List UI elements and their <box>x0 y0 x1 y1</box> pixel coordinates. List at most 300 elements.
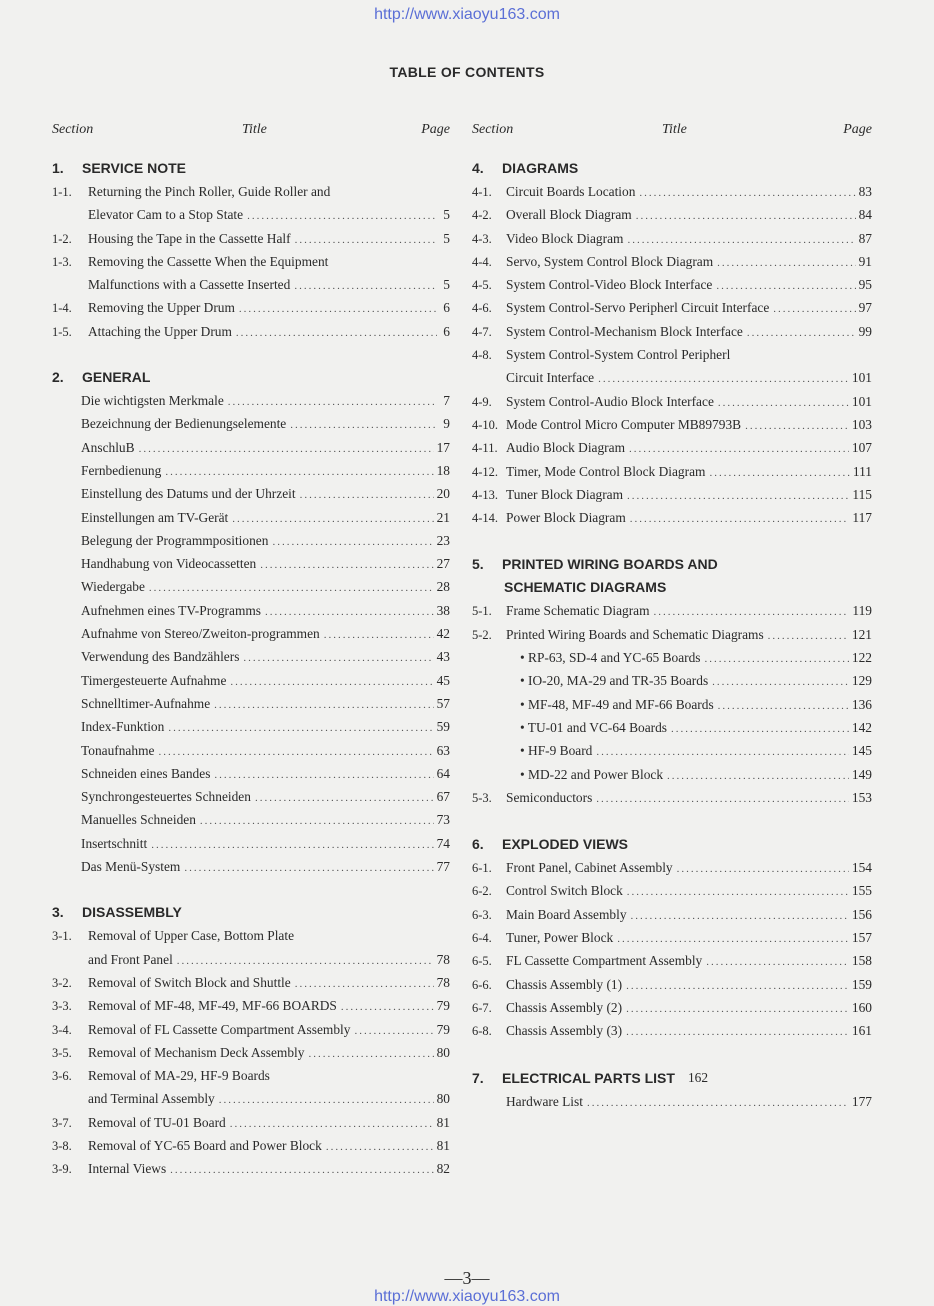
entry-title: • HF-9 Board <box>520 743 593 759</box>
entry-page: 79 <box>436 998 450 1014</box>
entry-page: 45 <box>436 672 450 688</box>
leader-dots <box>709 462 849 485</box>
entry-title: Schneiden eines Bandes <box>81 765 211 781</box>
entry-page: 156 <box>851 906 872 922</box>
entry-page: 99 <box>858 323 872 339</box>
section-title: PRINTED WIRING BOARDS AND <box>502 556 718 573</box>
toc-entry <box>472 390 872 413</box>
header-title: Title <box>242 122 267 137</box>
toc-entry <box>52 1134 450 1157</box>
entry-page: 5 <box>443 207 450 223</box>
header-page: Page <box>421 122 450 137</box>
leader-dots <box>596 788 849 811</box>
entry-title: Removal of Switch Block and Shuttle <box>88 974 291 990</box>
leader-dots <box>200 810 434 833</box>
section-number: 3. <box>52 904 64 921</box>
entry-number: 4-11. <box>472 441 498 456</box>
toc-entry <box>52 180 450 203</box>
entry-number: 4-1. <box>472 185 492 199</box>
entry-title: Elevator Cam to a Stop State <box>88 207 244 223</box>
entry-number: 6-5. <box>472 954 492 969</box>
entry-page: 74 <box>436 835 450 851</box>
leader-dots <box>341 996 434 1019</box>
entry-page: 117 <box>852 510 872 526</box>
leader-dots <box>627 229 855 252</box>
entry-title: Printed Wiring Boards and Schematic Diagrams <box>506 626 764 642</box>
entry-page: 63 <box>436 742 450 758</box>
entry-number: 3-9. <box>52 1162 72 1177</box>
toc-group <box>472 552 872 809</box>
section-title: DIAGRAMS <box>502 160 579 176</box>
entry-page: 27 <box>436 556 450 572</box>
section-number: 1. <box>52 160 64 176</box>
toc-entry <box>52 1018 450 1041</box>
entry-page: 57 <box>436 695 450 711</box>
toc-entry <box>472 506 872 529</box>
entry-title: Removal of YC-65 Board and Power Block <box>88 1137 322 1153</box>
leader-dots <box>671 718 849 741</box>
toc-entry <box>472 693 872 716</box>
leader-dots <box>617 928 849 951</box>
toc-entry <box>52 459 450 482</box>
entry-title: Chassis Assembly (2) <box>506 999 623 1015</box>
entry-page: 43 <box>436 649 450 665</box>
toc-entry <box>472 646 872 669</box>
entry-title: Internal Views <box>88 1161 167 1177</box>
entry-page: 160 <box>851 999 872 1015</box>
toc-entry <box>472 599 872 622</box>
toc-entry <box>52 924 450 947</box>
leader-dots <box>295 973 434 996</box>
entry-title: System Control-System Control Peripherl <box>506 347 731 363</box>
toc-entry <box>52 715 450 738</box>
entry-page: 136 <box>851 696 872 712</box>
toc-entry <box>52 808 450 831</box>
entry-title: Housing the Tape in the Cassette Half <box>88 230 291 246</box>
toc-group <box>472 1066 872 1113</box>
entry-number: 4-7. <box>472 324 492 339</box>
toc-entry <box>52 273 450 296</box>
leader-dots <box>631 905 849 928</box>
entry-page: 79 <box>436 1021 450 1037</box>
section-heading <box>472 832 872 856</box>
entry-page: 149 <box>851 766 872 782</box>
leader-dots <box>239 298 437 321</box>
toc-entry <box>472 227 872 250</box>
entry-title: • MD-22 and Power Block <box>520 766 664 782</box>
entry-page: 42 <box>436 626 450 642</box>
entry-number: 3-3. <box>52 999 72 1014</box>
entry-page: 78 <box>436 951 450 967</box>
entry-title: Attaching the Upper Drum <box>88 323 232 339</box>
entry-number: 4-13. <box>472 487 499 502</box>
toc-entry <box>52 552 450 575</box>
entry-title: Insertschnitt <box>81 835 148 851</box>
leader-dots <box>354 1020 433 1043</box>
entry-number: 6-8. <box>472 1024 492 1039</box>
entry-title: • MF-48, MF-49 and MF-66 Boards <box>520 696 714 712</box>
entry-number: 1-1. <box>52 185 72 199</box>
leader-dots <box>706 951 849 974</box>
toc-entry <box>472 413 872 436</box>
entry-title: Main Board Assembly <box>506 906 627 922</box>
toc-left-column <box>52 122 450 1181</box>
entry-number: 4-12. <box>472 464 499 479</box>
leader-dots <box>290 414 437 437</box>
leader-dots <box>265 601 434 624</box>
leader-dots <box>626 1021 849 1044</box>
entry-page: 129 <box>851 673 872 689</box>
entry-page: 67 <box>436 789 450 805</box>
entry-page: 101 <box>851 370 872 386</box>
entry-number: 4-4. <box>472 254 492 269</box>
toc-entry <box>52 203 450 226</box>
toc-entry <box>472 296 872 319</box>
entry-number: 3-7. <box>52 1115 72 1130</box>
page-number: —3— <box>444 1268 490 1288</box>
toc-entry <box>472 343 872 366</box>
entry-number: 6-3. <box>472 907 492 922</box>
entry-page: 95 <box>858 277 872 293</box>
entry-title: Belegung der Programmpositionen <box>81 532 269 548</box>
entry-title: • TU-01 and VC-64 Boards <box>520 719 668 735</box>
toc-entry <box>472 879 872 902</box>
entry-title: Aufnahme von Stereo/Zweiton-programmen <box>81 626 320 642</box>
toc-right-column <box>472 122 872 1113</box>
toc-entry <box>472 203 872 226</box>
toc-entry <box>52 669 450 692</box>
entry-title: Mode Control Micro Computer MB89793B <box>506 416 742 432</box>
entry-number: 4-9. <box>472 394 492 409</box>
leader-dots <box>654 601 850 624</box>
entry-title: Das Menü-System <box>81 859 181 875</box>
header-title: Title <box>662 122 687 137</box>
toc-entry <box>52 622 450 645</box>
entry-title: Die wichtigsten Merkmale <box>81 393 224 409</box>
toc-entry <box>52 762 450 785</box>
entry-number: 1-5. <box>52 324 72 339</box>
leader-dots <box>158 741 433 764</box>
section-heading <box>472 552 872 576</box>
toc-entry <box>52 855 450 878</box>
header-section: Section <box>52 122 94 137</box>
leader-dots <box>324 624 434 647</box>
entry-title: System Control-Audio Block Interface <box>506 393 714 409</box>
leader-dots <box>639 182 855 205</box>
toc-entry <box>52 739 450 762</box>
entry-title: Removal of Upper Case, Bottom Plate <box>88 928 295 944</box>
section-heading <box>472 156 872 180</box>
toc-entry <box>52 436 450 459</box>
leader-dots <box>300 484 434 507</box>
entry-title: Chassis Assembly (3) <box>506 1023 623 1039</box>
entry-title: Timer, Mode Control Block Diagram <box>506 463 706 479</box>
header-section: Section <box>472 122 514 137</box>
section-title: GENERAL <box>82 369 151 386</box>
entry-page: 20 <box>436 486 450 502</box>
entry-page: 23 <box>436 532 450 548</box>
entry-page: 7 <box>443 393 450 409</box>
entry-title: FL Cassette Compartment Assembly <box>506 953 703 969</box>
section-title: ELECTRICAL PARTS LIST <box>502 1069 675 1086</box>
leader-dots <box>717 252 855 275</box>
toc-entry <box>52 575 450 598</box>
entry-title: Control Switch Block <box>506 883 623 899</box>
leader-dots <box>627 485 849 508</box>
leader-dots <box>716 275 855 298</box>
entry-number: 3-2. <box>52 975 72 990</box>
leader-dots <box>705 648 849 671</box>
toc-entry <box>472 320 872 343</box>
entry-page: 107 <box>851 440 872 456</box>
entry-page: 21 <box>436 509 450 525</box>
toc-entry <box>52 785 450 808</box>
entry-title: Tuner, Power Block <box>506 930 614 946</box>
section-heading <box>52 365 450 389</box>
entry-title: and Terminal Assembly <box>88 1091 215 1107</box>
entry-number: 6-4. <box>472 931 492 946</box>
entry-title: Hardware List <box>506 1093 583 1109</box>
toc-entry <box>472 856 872 879</box>
section-number: 4. <box>472 160 484 176</box>
section-number: 7. <box>472 1069 484 1086</box>
entry-page: 18 <box>436 462 450 478</box>
entry-title: System Control-Video Block Interface <box>506 277 713 293</box>
entry-title: AnschluB <box>81 439 135 455</box>
entry-number: 4-5. <box>472 278 492 293</box>
entry-page: 82 <box>436 1161 450 1177</box>
entry-title: Bezeichnung der Bedienungselemente <box>81 416 287 432</box>
leader-dots <box>184 857 433 880</box>
entry-page: 119 <box>852 603 872 619</box>
entry-title: Removal of TU-01 Board <box>88 1114 226 1130</box>
entry-title: Einstellungen am TV-Gerät <box>81 509 229 525</box>
watermark-url-bottom: http://www.xiaoyu163.com <box>374 1288 560 1305</box>
leader-dots <box>677 858 849 881</box>
entry-title: System Control-Servo Peripherl Circuit Interface <box>506 300 770 316</box>
toc-entry <box>52 971 450 994</box>
leader-dots <box>149 577 434 600</box>
leader-dots <box>243 647 433 670</box>
entry-title: Aufnehmen eines TV-Programms <box>81 602 262 618</box>
leader-dots <box>247 205 437 228</box>
toc-group <box>472 156 872 529</box>
entry-page: 91 <box>858 253 872 269</box>
leader-dots <box>214 694 433 717</box>
entry-page: 6 <box>443 300 450 316</box>
entry-number: 1-3. <box>52 254 72 269</box>
entry-number: 1-2. <box>52 231 72 246</box>
leader-dots <box>598 368 849 391</box>
entry-number: 4-10. <box>472 417 499 432</box>
leader-dots <box>151 834 433 857</box>
leader-dots <box>596 741 849 764</box>
entry-title: System Control-Mechanism Block Interface <box>506 323 743 339</box>
toc-entry <box>472 460 872 483</box>
toc-entry <box>52 482 450 505</box>
entry-title: Frame Schematic Diagram <box>506 603 650 619</box>
entry-page: 5 <box>443 230 450 246</box>
toc-entry <box>52 1041 450 1064</box>
entry-page: 97 <box>858 300 872 316</box>
header-page: Page <box>843 122 872 137</box>
entry-page: 78 <box>436 974 450 990</box>
entry-page: 84 <box>858 207 872 223</box>
entry-title: Removing the Upper Drum <box>88 300 235 316</box>
leader-dots <box>627 881 849 904</box>
entry-title: Audio Block Diagram <box>506 440 626 456</box>
entry-title: Video Block Diagram <box>506 230 624 246</box>
leader-dots <box>747 322 856 345</box>
entry-page: 64 <box>436 765 450 781</box>
entry-number: 3-1. <box>52 929 72 944</box>
toc-group <box>52 156 450 343</box>
entry-number: 5-2. <box>472 627 492 642</box>
toc-entry <box>472 623 872 646</box>
toc-entry <box>472 366 872 389</box>
entry-page: 161 <box>851 1023 872 1039</box>
section-heading <box>52 156 450 180</box>
section-title: DISASSEMBLY <box>82 904 182 921</box>
entry-title: Wiedergabe <box>81 579 145 595</box>
entry-title: Removing the Cassette When the Equipment <box>88 253 329 269</box>
entry-number: 4-2. <box>472 208 492 223</box>
leader-dots <box>718 392 849 415</box>
leader-dots <box>630 508 850 531</box>
entry-page: 80 <box>436 1044 450 1060</box>
toc-entry <box>472 949 872 972</box>
entry-title: Fernbedienung <box>81 462 162 478</box>
entry-page: 153 <box>851 789 872 805</box>
entry-page: 158 <box>851 953 872 969</box>
toc-entry <box>52 1064 450 1087</box>
entry-title: Chassis Assembly (1) <box>506 976 623 992</box>
toc-entry <box>472 716 872 739</box>
entry-title: Einstellung des Datums und der Uhrzeit <box>81 486 296 502</box>
leader-dots <box>177 950 434 973</box>
entry-title: Removal of MF-48, MF-49, MF-66 BOARDS <box>88 998 337 1014</box>
entry-number: 5-1. <box>472 604 492 619</box>
entry-title: • IO-20, MA-29 and TR-35 Boards <box>520 673 709 689</box>
entry-title: Overall Block Diagram <box>506 207 632 223</box>
section-title-line2: SCHEMATIC DIAGRAMS <box>504 579 667 596</box>
entry-page: 122 <box>851 650 872 666</box>
entry-page: 81 <box>436 1137 450 1153</box>
entry-page: 87 <box>858 230 872 246</box>
entry-page: 17 <box>436 439 450 455</box>
entry-title: Index-Funktion <box>81 719 165 735</box>
leader-dots <box>295 229 437 252</box>
entry-title: Returning the Pinch Roller, Guide Roller and <box>88 184 331 199</box>
leader-dots <box>326 1136 434 1159</box>
leader-dots <box>629 438 849 461</box>
toc-group <box>52 365 450 878</box>
leader-dots <box>230 1113 434 1136</box>
page-number: 162 <box>687 1069 709 1085</box>
entry-number: 3-6. <box>52 1069 72 1084</box>
leader-dots <box>712 671 849 694</box>
entry-number: 4-6. <box>472 301 492 316</box>
toc-entry <box>52 994 450 1017</box>
entry-title: Malfunctions with a Cassette Inserted <box>88 277 291 293</box>
toc-entry <box>472 739 872 762</box>
leader-dots <box>294 275 437 298</box>
entry-number: 6-6. <box>472 977 492 992</box>
entry-page: 81 <box>436 1114 450 1130</box>
leader-dots <box>308 1043 433 1066</box>
leader-dots <box>745 415 849 438</box>
section-title: SERVICE NOTE <box>82 160 186 176</box>
leader-dots <box>255 787 434 810</box>
entry-page: 101 <box>851 393 872 409</box>
entry-title: Power Block Diagram <box>506 510 626 526</box>
entry-page: 177 <box>851 1093 872 1109</box>
entry-page: 155 <box>851 883 872 899</box>
entry-page: 28 <box>436 579 450 595</box>
toc-entry <box>472 669 872 692</box>
entry-page: 73 <box>436 812 450 828</box>
leader-dots <box>718 695 849 718</box>
toc-entry <box>52 529 450 552</box>
watermark-url-top: http://www.xiaoyu163.com <box>374 6 560 23</box>
leader-dots <box>768 625 849 648</box>
toc-entry <box>52 1087 450 1110</box>
entry-title: Manuelles Schneiden <box>81 812 196 828</box>
toc-entry <box>52 250 450 273</box>
entry-title: Semiconductors <box>506 789 593 805</box>
section-number: 6. <box>472 836 484 853</box>
leader-dots <box>214 764 433 787</box>
leader-dots <box>773 298 855 321</box>
entry-page: 5 <box>443 277 450 293</box>
leader-dots <box>168 717 433 740</box>
entry-page: 121 <box>851 626 872 642</box>
entry-page: 77 <box>436 859 450 875</box>
leader-dots <box>230 671 433 694</box>
entry-number: 1-4. <box>52 301 72 316</box>
section-number: 2. <box>52 369 64 386</box>
toc-entry <box>52 599 450 622</box>
entry-title: Removal of Mechanism Deck Assembly <box>88 1044 305 1060</box>
toc-entry <box>472 926 872 949</box>
leader-dots <box>170 1159 433 1182</box>
toc-entry <box>472 273 872 296</box>
toc-entry <box>472 903 872 926</box>
entry-title: and Front Panel <box>88 951 173 967</box>
toc-entry <box>52 645 450 668</box>
leader-dots <box>260 554 433 577</box>
leader-dots <box>587 1092 849 1115</box>
leader-dots <box>636 205 856 228</box>
toc-entry <box>52 296 450 319</box>
toc-entry <box>52 506 450 529</box>
entry-number: 3-5. <box>52 1045 72 1060</box>
section-number: 5. <box>472 556 484 573</box>
leader-dots <box>219 1089 434 1112</box>
toc-entry <box>472 973 872 996</box>
entry-title: Schnelltimer-Aufnahme <box>81 695 211 711</box>
entry-page: 38 <box>436 602 450 618</box>
leader-dots <box>232 508 433 531</box>
entry-page: 83 <box>858 184 872 199</box>
entry-title: Front Panel, Cabinet Assembly <box>506 860 673 876</box>
toc-entry <box>52 1157 450 1180</box>
entry-number: 6-2. <box>472 884 492 899</box>
entry-number: 6-7. <box>472 1000 492 1015</box>
entry-title: Removal of MA-29, HF-9 Boards <box>88 1068 270 1084</box>
section-title: EXPLODED VIEWS <box>502 836 629 853</box>
leader-dots <box>626 975 849 998</box>
